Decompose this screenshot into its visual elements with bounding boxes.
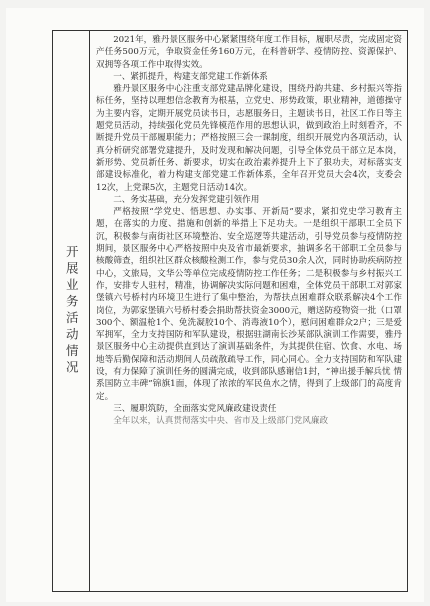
paragraph-intro: 2021年，雅丹景区服务中心紧紧围绕年度工作目标，履职尽责，完成固定资产任务500万元，争取资金任务160万元，在科普研学、疫情防控、资源保护、双拥等各项工作中取得实效。 [96, 35, 402, 70]
paragraph-section-1: 雅丹景区服务中心注重支部党建品牌化建设，围绕丹韵共建、乡村振兴等指标任务，坚持以理想信念教育为根基，立党史、形势政策，职业精神，道德操守为主要内容，定期开展党员读书日，志愿服务日，主题读书日，社区工作日等主题党员活动，持续强化党员先锋模范作用的思想认识，做到政治上时刻看齐，不断提升党员干部履职能力；严格按照三会一课制度，组织开展党内各项活动，认真分析研究部署党建提升，及时发现和解决问题，引导全体党员干部立足本岗，新形势、党员新任务、新要求，切实在政治素养提升上下了狠功夫，对标落实支部建设标准化，着力构建支部党建工作新体系，全年召开党员大会4次，支委会12次，上党课5次，主题党日活动14次。 [96, 84, 402, 193]
paragraph-section-3: 全年以来，认真贯彻落实中央、省市及上级部门党风廉政 [113, 416, 329, 427]
section-heading-3: 三、履职筑防，全面落实党风廉政建设责任 [113, 403, 277, 414]
section-heading-2: 二、务实基础，充分发挥党建引领作用 [113, 194, 260, 205]
paragraph-section-2: 严格按照“学党史、悟思想、办实事、开新局”要求，紧扣党史学习教育主题，在落实的力度、措施和创新的举措上下足功夫。一是组织干部职工全员下沉，积极参与南街社区环境整治、安全巡逻等共建活动，引导党员参与疫情防控期间，景区服务中心严格按照中央及省市最新要求，抽调多名干部职工全员参与核酸筛查，组织社区群众核酸检测工作，参与党员30余人次，同时协助疾病防控中心，文旅局，文华公等单位完成疫情防控工作任务；二是积极参与乡村振兴工作，安排专人驻村，精准，协调解决实际问题和困难，全体党员干部职工对郭家堡镇六号桥村内环境卫生进行了集中整治，为帮扶点困难群众联系解决4个工作岗位，为郭家堡镇六号桥村委会捐助帮扶资金3000元，赠送防疫物资一批（口罩300个、额温枪1个、免洗凝胶10个、消毒液10个），慰问困难群众2户；三是爱军拥军，全力支持国防和军队建设，根据驻湖南长沙某部队演训工作需要，雅丹景区服务中心主动提供直到达了演训基础条件，为其提供住宿、饮食、水电、场地等后勤保障和活动期间人员疏散疏导工作，同心同心。全力支持国防和军队建设，有力保障了演训任务的圆满完成，收到部队感谢信1封，“神出援手解兵忧 情系国防立丰碑”锦旗1面，体现了浓浓的军民鱼水之情，得到了上级部门的高度肯定。 [96, 207, 402, 402]
row-label: 开展业务活动情况 [64, 245, 80, 377]
content-cell [96, 34, 402, 588]
row-label-cell [52, 30, 90, 592]
section-heading-1: 一、紧抓提升，构建支部党建工作新体系 [113, 71, 268, 82]
